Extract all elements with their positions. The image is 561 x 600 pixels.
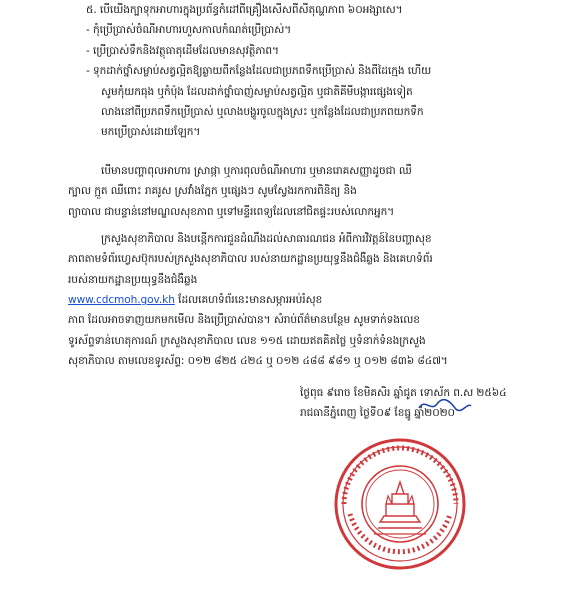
pesticide-line-2: សូមកុំយកធុង ឬកំប៉ុង ដែលដាក់ថ្នាំបាញ់សម្លាប់សត្វល្អិត ឬជាតិគីមីបង្ការផ្សេងទៀត [101,86,413,98]
lunar-date: ថ្ងៃពុធ ៩រោច ខែមិគសិរ ឆ្នាំជូត ទោស័ក ព.ស ២៥៦៤ [300,387,507,399]
poisoning-paragraph-2: ក្បាល ក្អួត ឈឺពោះ រាគរូស ស្រវាំងភ្នែក ឬផ្សេងៗ សូមស្វែងរកការពិនិត្យ និង [68,185,357,197]
ministry-paragraph-7: សុខាភិបាល តាមលេខទូរស័ព្ទ: ០១២ ៨២៥ ៤២៤ ឬ ០១២ ៤៨៨ ៩៨១ ឬ ០១២ ៨៣៦ ៨៤៧។ [68,355,448,367]
poisoning-paragraph-3: ព្យាបាល ជាបន្ទាន់នៅមណ្ឌលសុខភាព ឬទៅមន្ទីរពេទ្យដែលនៅជិតផ្ទះរបស់លោកអ្នក។ [68,206,395,218]
signature-mark [415,396,475,414]
website-link[interactable]: www.cdcmoh.gov.kh [68,294,175,306]
bullet-expired-food: - កុំប្រើប្រាស់ចំណីអាហារហួសកាលកំណត់ប្រើប្រាស់។ [86,24,292,36]
ministry-paragraph-2: ភាពតាមទំព័រហ្វេសប៊ុករបស់ក្រសួងសុខាភិបាល របស់នាយកដ្ឋានប្រយុទ្ធនឹងជំងឺឆ្លង និងគេហទំព័រ [68,253,433,265]
item-5: ៥. បើយើងក្បាទុកអាហារក្នុងប្រព័ន្ធកំដៅពីគ្រឿងសើសពីសីតុណ្ហភាព ៦០អង្សាសេ។ [86,4,403,16]
ministry-paragraph-6: ទូរស័ព្ទទាន់ហេតុការណ៍ ក្រសួងសុខាភិបាល លេខ ១១៥ ដោយឥតគិតថ្លៃ ឬទំនាក់ទំនងក្រសួង [68,335,426,347]
ministry-paragraph-4 [68,293,322,307]
ministry-paragraph-3-text: របស់នាយកដ្ឋានប្រយុទ្ធនឹងជំងឺឆ្លង [68,274,198,286]
pesticide-line-3: លាងនៅពីប្រភពទឹកប្រើប្រាស់ ឬលាងបង្ហូរចូលក្នុងស្រះ ឬកន្លែងដែលជាប្រភពយកទឹក [101,106,424,118]
ministry-paragraph-4-text: ដែលគេហទំព័រនេះមានសម្ភារអប់រំសុខ [178,294,323,306]
solar-date: រាជធានីភ្នំពេញ ថ្ងៃទី០៩ ខែធ្នូ ឆ្នាំ២០២០ [300,407,455,419]
poisoning-paragraph-1: បើមានបញ្ហាពុលអាហារ ស្រាផ្កា ឬការពុលចំណីអាហារ ឬមានរោគសញ្ញាដូចជា ឈឺ [101,165,412,177]
ministry-seal-stamp [330,434,470,574]
pesticide-line-4: មកប្រើប្រាស់ដោយឡែក។ [101,126,201,138]
bullet-safe-water: - ប្រើប្រាស់ទឹកនិងវត្ថុធាតុដើមដែលមានសុវត្ថិភាព។ [86,45,279,57]
bullet-pesticide: - ទុកដាក់ថ្នាំសម្លាប់សត្វល្អិតឱ្យឆ្ងាយពីកន្លែងដែលជាប្រភពទឹកប្រើប្រាស់ និងពីដៃក្មេង ហើយ [86,65,432,77]
ministry-paragraph-1: ក្រសួងសុខាភិបាល និងបន្តើកការជួនដំណឹងដល់សាធារណជន អំពីការវិវត្តន៍នៃបញ្ហាសុខ [101,233,432,245]
ministry-paragraph-3 [68,273,197,287]
ministry-paragraph-5: ភាព ដែលអាចទាញយកមកមើល និងប្រើប្រាស់បាន។ សំរាប់ព័ត៌មានបន្ថែម សូមទាក់ទងលេខ [68,314,420,326]
